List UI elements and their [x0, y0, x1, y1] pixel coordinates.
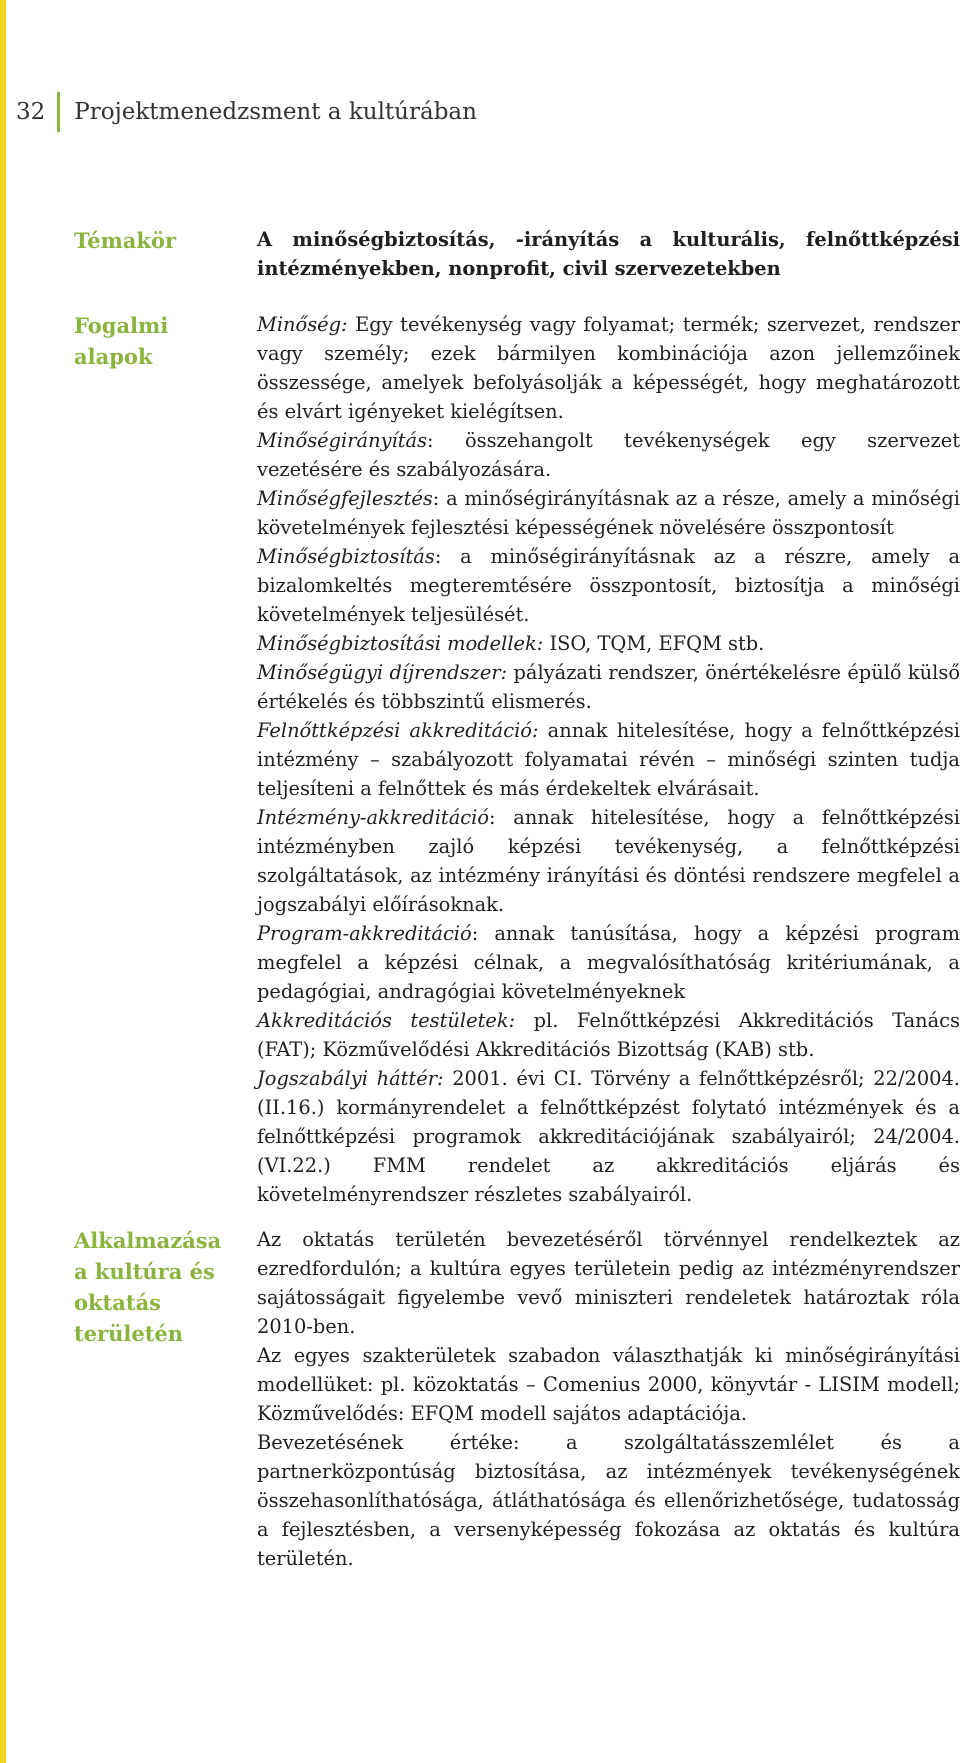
application-content: [257, 1225, 960, 1573]
page-header: [16, 92, 477, 132]
concept-text: : a minőségirányításnak az a része, amely a minőségi követelmények fejlesztési képességének növelésére összpontosít: [257, 487, 960, 539]
application-paragraph: Bevezetésének értéke: a szolgáltatásszemlélet és a partnerközpontúság biztosítása, az intézmények tevékenységének összehasonlíthatósága, átláthatósága és ellenőrizhetősége, tudatosság a fejlesztésben, a versenyképesség fokozása az oktatás és kultúra területén.: [257, 1431, 960, 1570]
concept-term: Minőségirányítás: [257, 429, 428, 452]
concept-term: Akkreditációs testületek:: [257, 1009, 516, 1032]
concept-item: [257, 484, 960, 542]
concept-text: pályázati rendszer, önértékelésre épülő külső értékelés és többszintű elismerés.: [257, 661, 960, 713]
concepts-content: [257, 310, 960, 1209]
concept-text: : a minőségirányításnak az a részre, amely a bizalomkeltés megteremtésére összpontosít, biztosítja a minőségi követelmények teljesülését.: [257, 545, 960, 626]
concept-text: annak hitelesítése, hogy a felnőttképzési intézmény – szabályozott folyamatai révén – minőségi szinten tudja teljesíteni a felnőttek és más érdekeltek elvárásait.: [257, 719, 960, 800]
concept-item: [257, 658, 960, 716]
concept-item: [257, 310, 960, 426]
concept-text: Egy tevékenység vagy folyamat; termék; szervezet, rendszer vagy személy; ezek bármilyen kombinációja azon jellemzőinek összessége, amelyek befolyásolják a képességét, hogy meghatározott és elvárt igényeket kielégítsen.: [257, 313, 960, 423]
concept-term: Minőségügyi díjrendszer:: [257, 661, 508, 684]
concept-item: [257, 803, 960, 919]
concept-term: Minőségfejlesztés: [257, 487, 433, 510]
page-edge-bar: [0, 0, 6, 1763]
header-divider: [57, 92, 60, 132]
concept-text: : összehangolt tevékenységek egy szervezet vezetésére és szabályozására.: [257, 429, 960, 481]
page-number: 32: [16, 99, 46, 125]
concept-item: [257, 1064, 960, 1209]
concept-term: Minőségbiztosítás: [257, 545, 435, 568]
concept-term: Minőség:: [257, 313, 348, 336]
application-label: Alkalmazása a kultúra és oktatás területén: [74, 1228, 222, 1346]
concept-term: Jogszabályi háttér:: [257, 1067, 444, 1090]
topic-title: A minőségbiztosítás, -irányítás a kulturális, felnőttképzési intézményekben, nonprofit, civil szervezetekben: [257, 228, 960, 280]
concept-text: : annak hitelesítése, hogy a felnőttképzési intézményben zajló képzési tevékenység, a felnőttképzési szolgáltatások, az intézmény irányítási és döntési rendszere megfelel a jogszabályi előírásoknak.: [257, 806, 960, 916]
concept-text: pl. Felnőttképzési Akkreditációs Tanács (FAT); Közművelődési Akkreditációs Bizottság (KAB) stb.: [257, 1009, 960, 1061]
concept-item: [257, 629, 960, 658]
application-paragraph: Az egyes szakterületek szabadon választhatják ki minőségirányítási modellüket: pl. közoktatás – Comenius 2000, könyvtár - LISIM modell; Közművelődés: EFQM modell sajátos adaptációja.: [257, 1344, 960, 1425]
topic-content: [257, 225, 960, 283]
topic-label: Témakör: [74, 228, 177, 253]
concept-text: 2001. évi CI. Törvény a felnőttképzésről; 22/2004. (II.16.) kormányrendelet a felnőttképzést folytató intézmények és a felnőttképzési programok akkreditációjának szabályairól; 24/2004. (VI.22.) FMM rendelet az akkreditációs eljárás és követelményrendszer részletes szabályairól.: [257, 1067, 960, 1206]
concepts-label: Fogalmi alapok: [74, 313, 169, 369]
concept-item: [257, 716, 960, 803]
concept-text: : annak tanúsítása, hogy a képzési program megfelel a képzési célnak, a megvalósíthatóság kritériumának, a pedagógiai, andragógiai követelményeknek: [257, 922, 960, 1003]
running-title: Projektmenedzsment a kultúrában: [74, 99, 477, 125]
concept-item: [257, 919, 960, 1006]
concept-item: [257, 542, 960, 629]
concept-term: Felnőttképzési akkreditáció:: [257, 719, 539, 742]
concept-term: Minőségbiztosítási modellek:: [257, 632, 544, 655]
concept-term: Intézmény-akkreditáció: [257, 806, 489, 829]
concept-term: Program-akkreditáció: [257, 922, 472, 945]
concept-item: [257, 1006, 960, 1064]
concept-text: ISO, TQM, EFQM stb.: [543, 632, 765, 655]
concept-item: [257, 426, 960, 484]
application-paragraph: Az oktatás területén bevezetéséről törvénnyel rendelkeztek az ezredfordulón; a kultúra egyes területein pedig az intézményrendszer sajátosságait figyelembe vevő miniszteri rendeletek határoztak róla 2010-ben.: [257, 1228, 960, 1338]
